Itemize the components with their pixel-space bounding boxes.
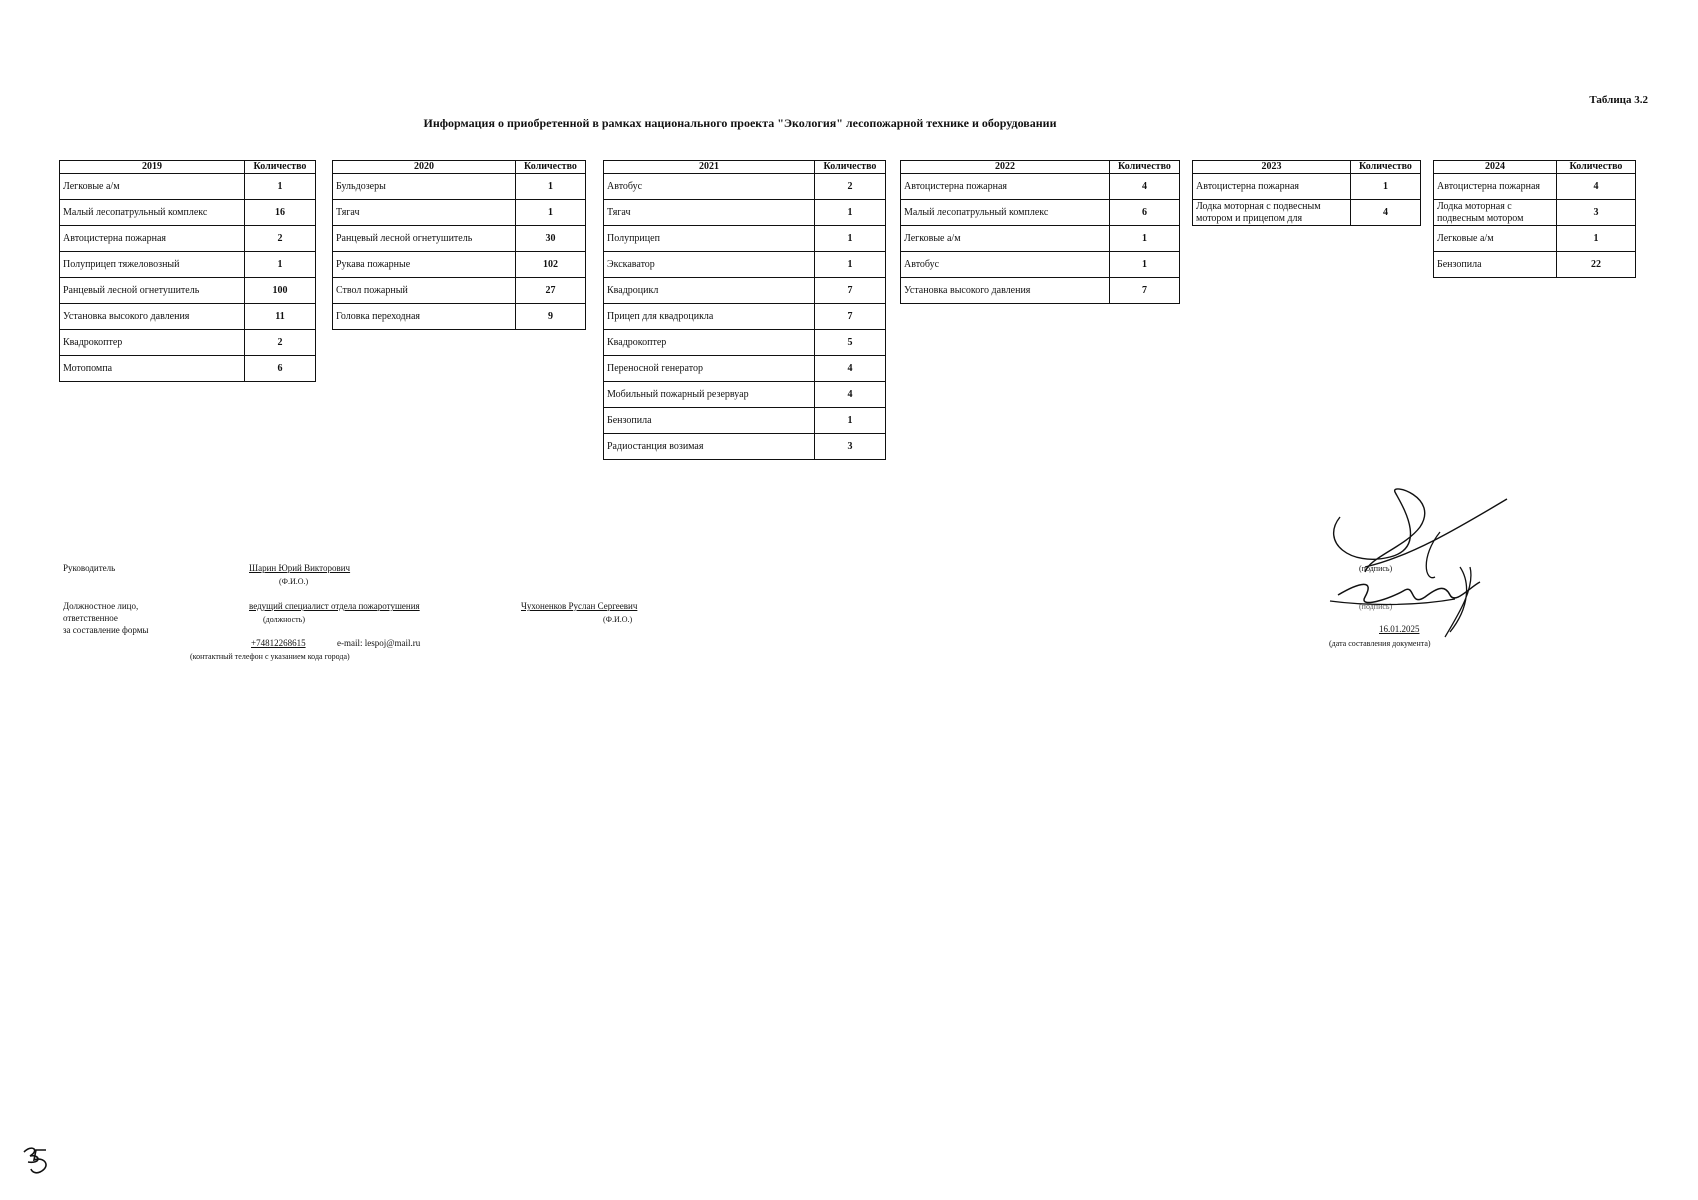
item-name: Установка высокого давления xyxy=(901,278,1110,304)
contact-phone-label: (контактный телефон с указанием кода города) xyxy=(190,652,350,661)
table-row xyxy=(333,278,586,304)
year-header: 2020 xyxy=(333,161,516,174)
position: ведущий специалист отдела пожаротушения xyxy=(249,601,420,611)
year-header: 2021 xyxy=(604,161,815,174)
item-qty: 4 xyxy=(1110,174,1180,200)
signature-label-2: (подпись) xyxy=(1359,602,1393,611)
document-title: Информация о приобретенной в рамках национального проекта "Экология" лесопожарной технике и оборудовании xyxy=(423,116,1057,130)
table-row xyxy=(60,252,316,278)
item-qty: 6 xyxy=(1110,200,1180,226)
item-qty: 9 xyxy=(516,304,586,330)
responsible-fio-label: (Ф.И.О.) xyxy=(603,615,633,624)
handwritten-signature xyxy=(1320,487,1510,657)
qty-header: Количество xyxy=(1351,161,1421,174)
item-qty: 4 xyxy=(1351,200,1421,226)
item-name: Мотопомпа xyxy=(60,356,245,382)
item-name: Легковые а/м xyxy=(901,226,1110,252)
document-date: 16.01.2025 xyxy=(1379,624,1420,634)
table-header xyxy=(604,161,886,174)
item-qty: 1 xyxy=(516,200,586,226)
table-row xyxy=(604,382,886,408)
qty-header: Количество xyxy=(516,161,586,174)
table-row xyxy=(901,200,1180,226)
responsible-name: Чухоненков Руслан Сергеевич xyxy=(521,601,638,611)
table-row xyxy=(333,304,586,330)
item-name: Автоцистерна пожарная xyxy=(901,174,1110,200)
table-row xyxy=(604,200,886,226)
item-qty: 3 xyxy=(815,434,886,460)
item-name: Экскаватор xyxy=(604,252,815,278)
table-row xyxy=(901,278,1180,304)
table-row xyxy=(333,226,586,252)
item-name-text: Лодка моторная с подвесным мотором и прицепом для xyxy=(1196,200,1321,224)
responsible-label-line2: ответственное xyxy=(63,613,118,623)
year-header: 2023 xyxy=(1193,161,1351,174)
item-name: Автобус xyxy=(901,252,1110,278)
item-name: Тягач xyxy=(333,200,516,226)
table-row xyxy=(901,226,1180,252)
item-qty: 7 xyxy=(815,278,886,304)
item-qty: 1 xyxy=(815,200,886,226)
item-name: Бульдозеры xyxy=(333,174,516,200)
item-qty: 7 xyxy=(815,304,886,330)
year-header: 2019 xyxy=(60,161,245,174)
item-name: Автоцистерна пожарная xyxy=(60,226,245,252)
item-name: Бензопила xyxy=(604,408,815,434)
item-qty: 11 xyxy=(245,304,316,330)
item-qty: 16 xyxy=(245,200,316,226)
item-qty: 4 xyxy=(815,356,886,382)
item-qty: 22 xyxy=(1557,252,1636,278)
responsible-label-line3: за составление формы xyxy=(63,625,149,635)
table-2021 xyxy=(603,160,886,460)
table-row xyxy=(604,408,886,434)
table-row xyxy=(604,434,886,460)
item-qty: 1 xyxy=(245,174,316,200)
qty-header: Количество xyxy=(815,161,886,174)
item-qty: 1 xyxy=(1351,174,1421,200)
item-qty: 2 xyxy=(815,174,886,200)
item-qty: 2 xyxy=(245,226,316,252)
item-name: Автоцистерна пожарная xyxy=(1193,174,1351,200)
table-reference: Таблица 3.2 xyxy=(1589,94,1648,106)
table-row xyxy=(604,226,886,252)
table-row xyxy=(60,200,316,226)
item-qty: 4 xyxy=(815,382,886,408)
item-qty: 2 xyxy=(245,330,316,356)
item-name: Ствол пожарный xyxy=(333,278,516,304)
table-row xyxy=(1434,174,1636,200)
head-name: Шарин Юрий Викторович xyxy=(249,563,351,573)
table-row xyxy=(60,356,316,382)
item-name: Квадрокоптер xyxy=(604,330,815,356)
table-row xyxy=(333,200,586,226)
table-row xyxy=(901,252,1180,278)
item-qty: 27 xyxy=(516,278,586,304)
item-name: Квадрокоптер xyxy=(60,330,245,356)
table-row xyxy=(604,356,886,382)
item-qty: 4 xyxy=(1557,174,1636,200)
item-qty: 5 xyxy=(815,330,886,356)
table-row xyxy=(901,174,1180,200)
document-date-label: (дата составления документа) xyxy=(1329,639,1431,648)
table-row xyxy=(60,304,316,330)
item-name: Бензопила xyxy=(1434,252,1557,278)
table-row xyxy=(1434,252,1636,278)
year-header: 2022 xyxy=(901,161,1110,174)
table-row xyxy=(604,330,886,356)
item-qty: 1 xyxy=(815,252,886,278)
table-header xyxy=(1434,161,1636,174)
signature-label: (подпись) xyxy=(1359,564,1393,573)
table-row xyxy=(60,174,316,200)
table-header xyxy=(60,161,316,174)
handwritten-page-number xyxy=(18,1142,58,1182)
item-qty: 30 xyxy=(516,226,586,252)
table-header xyxy=(333,161,586,174)
table-row xyxy=(60,278,316,304)
table-header xyxy=(901,161,1180,174)
item-name: Радиостанция возимая xyxy=(604,434,815,460)
item-name: Малый лесопатрульный комплекс xyxy=(60,200,245,226)
item-name: Ранцевый лесной огнетушитель xyxy=(333,226,516,252)
table-row xyxy=(604,304,886,330)
contact-email: e-mail: lespoj@mail.ru xyxy=(337,638,421,648)
item-name: Полуприцеп тяжеловозный xyxy=(60,252,245,278)
year-header: 2024 xyxy=(1434,161,1557,174)
item-qty: 102 xyxy=(516,252,586,278)
item-name: Тягач xyxy=(604,200,815,226)
item-name: Головка переходная xyxy=(333,304,516,330)
qty-header: Количество xyxy=(1557,161,1636,174)
item-qty: 1 xyxy=(1557,226,1636,252)
item-qty: 1 xyxy=(815,226,886,252)
table-2022 xyxy=(900,160,1180,304)
item-name: Рукава пожарные xyxy=(333,252,516,278)
table-row xyxy=(333,174,586,200)
qty-header: Количество xyxy=(1110,161,1180,174)
table-2024 xyxy=(1433,160,1636,278)
head-fio-label: (Ф.И.О.) xyxy=(279,577,309,586)
item-name-text: Лодка моторная с подвесным мотором xyxy=(1437,200,1524,224)
table-row xyxy=(604,174,886,200)
table-2020 xyxy=(332,160,586,330)
item-qty: 100 xyxy=(245,278,316,304)
table-row xyxy=(1434,200,1636,226)
qty-header: Количество xyxy=(245,161,316,174)
item-name: Мобильный пожарный резервуар xyxy=(604,382,815,408)
table-2023 xyxy=(1192,160,1421,226)
item-qty: 1 xyxy=(1110,226,1180,252)
item-name: Автобус xyxy=(604,174,815,200)
item-name: Установка высокого давления xyxy=(60,304,245,330)
item-name: Автоцистерна пожарная xyxy=(1434,174,1557,200)
item-qty: 3 xyxy=(1557,200,1636,226)
responsible-label-line1: Должностное лицо, xyxy=(63,601,139,611)
table-row xyxy=(333,252,586,278)
table-row xyxy=(1193,174,1421,200)
table-row xyxy=(1434,226,1636,252)
position-label: (должность) xyxy=(263,615,305,624)
item-qty: 1 xyxy=(245,252,316,278)
table-row xyxy=(604,252,886,278)
item-name: Полуприцеп xyxy=(604,226,815,252)
item-name: Прицеп для квадроцикла xyxy=(604,304,815,330)
item-name: Малый лесопатрульный комплекс xyxy=(901,200,1110,226)
item-name xyxy=(1434,200,1557,226)
item-name: Переносной генератор xyxy=(604,356,815,382)
item-qty: 1 xyxy=(1110,252,1180,278)
table-row xyxy=(60,330,316,356)
item-qty: 1 xyxy=(815,408,886,434)
contact-phone: +74812268615 xyxy=(251,638,306,648)
item-qty: 6 xyxy=(245,356,316,382)
item-name: Ранцевый лесной огнетушитель xyxy=(60,278,245,304)
item-name xyxy=(1193,200,1351,226)
table-row xyxy=(60,226,316,252)
item-name: Легковые а/м xyxy=(60,174,245,200)
table-row xyxy=(604,278,886,304)
item-name: Квадроцикл xyxy=(604,278,815,304)
table-2019 xyxy=(59,160,316,382)
item-qty: 1 xyxy=(516,174,586,200)
item-name: Легковые а/м xyxy=(1434,226,1557,252)
head-label: Руководитель xyxy=(63,563,116,573)
table-row xyxy=(1193,200,1421,226)
item-qty: 7 xyxy=(1110,278,1180,304)
table-header xyxy=(1193,161,1421,174)
